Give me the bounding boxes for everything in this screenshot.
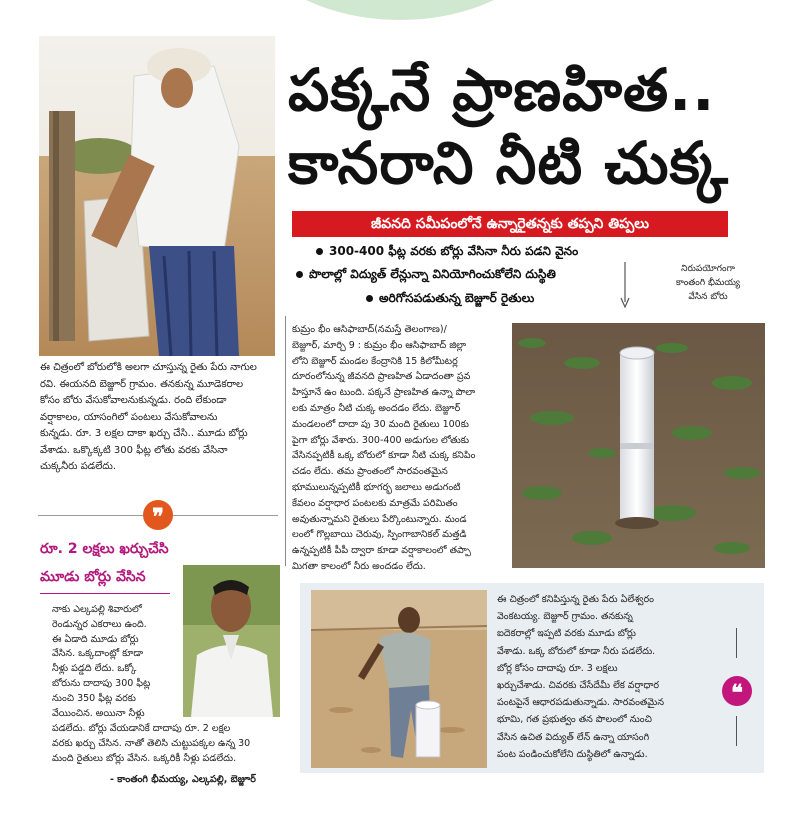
portrait-kanthangi-bheemaiah bbox=[183, 565, 280, 717]
down-arrow-icon bbox=[620, 262, 630, 308]
quote-mark-icon: ❞ bbox=[143, 500, 173, 530]
caption-farmer-1: ఈ చిత్రంలో బోరులోకి అలగా చూస్తున్న రైతు పేరు నాగుల రవి. ఈయనది బెజ్జూర్ గ్రామం. తనకున్న మూడెకరాల కోసం బోరు వేసుకోవాలనుకున్నడు. రంది లేకుండా వర్షాకాలం, యాసంగిలో పంటలు వేసుకోవాలను కున్నడు. రూ. 3 లక్షల దాకా ఖర్చు చేసి.. మూడు బోర్లు వేశాడు. ఒక్కొక్కటి 300 ఫీట్ల లోతు వరకు వేసినా చుక్కనీరు పడలేదు. bbox=[40, 362, 257, 472]
quote-body-top: నాకు ఎల్కపల్లి శివారులో రెండున్నర ఎకరాలు ఉంది. ఈ ఏడాది మూడు బోర్లు వేసిన. ఒక్కదాంట్లో కూడా నీళ్లు పడ్డది లేదు. ఒక్కో బోరును దాదాపు 300 ఫీట్ల నుంచి 350 ఫీట్ల వరకు వేయించిన. అయినా నీళ్లు bbox=[52, 604, 151, 719]
subtitle-bar: జీవనది సమీపంలోనే ఉన్నారైతన్నకు తప్పని తిప్పలు bbox=[292, 211, 728, 237]
bullet-point: పొలాల్లో విద్యుత్ లేన్లున్నా వినియోగించుకోలేని దుస్థితి bbox=[296, 267, 556, 284]
bullet-point: 300-400 ఫీట్ల వరకు బోర్లు వేసినా నీరు పడని వైనం bbox=[316, 244, 578, 261]
photo-farmer-venkataiah bbox=[311, 590, 487, 768]
quote-heading-line-2: మూడు బోర్లు వేసిన bbox=[40, 569, 146, 585]
photo-pointer-note: నిరుపయోగంగా కాంతంగి భీమయ్య వేసిన బోరు bbox=[676, 264, 740, 302]
badge-rule-bottom bbox=[736, 716, 737, 746]
quote-body-bottom: పడలేదు. బోర్లు వేయడానికే దాదాపు రూ. 2 లక్షల వరకు ఖర్చు చేసిన. నాతో తెలిసి చుట్టుపక్కల ఉన్న 30 మంది రైతులు బోర్లు వేసిన. ఒక్కరికీ నీళ్లు పడలేదు. bbox=[52, 723, 251, 764]
quote-attribution: - కాంతంగి భీమయ్య, ఎల్కపల్లి, బెజ్జూర్ bbox=[110, 774, 256, 785]
headline-line-2: కానరాని నీటి చుక్క bbox=[288, 128, 729, 197]
caption-farmer-2: ఈ చిత్రంలో కనిపిస్తున్న రైతు పేరు ఏలేశ్వరం వెంకటయ్య. బెజ్జూర్ గ్రామం. తనకున్న ఐదెకరాల్లో ఇప్పటి వరకు మూడు బోర్లు వేశాడు. ఒక్క బోరులో కూడా నీరు పడలేదు. బోర్ల కోసం దాదాపు రూ. 3 లక్షలు ఖర్చుచేశాడు. చివరకు చేసేదేమీ లేక వర్షాధార పంటపైనే ఆధారపడుతున్నాడు. సారవంతమైన భూమి, గత ప్రభుత్వం తన పొలంలో నుంచి వేసిన ఉచిత విద్యుత్ లేన్ ఉన్నా యాసంగి పంట పండించుకోలేని దుస్థితిలో ఉన్నాడు. bbox=[497, 594, 665, 760]
photo-unused-borewell-pipe bbox=[512, 323, 765, 568]
headline bbox=[288, 56, 788, 197]
quote-heading-underline bbox=[40, 593, 170, 594]
bullet-dot-icon bbox=[296, 271, 303, 278]
bullet-dot-icon bbox=[316, 248, 323, 255]
photo-farmer-at-borewell bbox=[39, 36, 275, 356]
column-divider bbox=[285, 316, 286, 566]
quote-mark-icon: ❝ bbox=[722, 676, 752, 706]
headline-line-1: పక్కనే ప్రాణహిత.. bbox=[288, 56, 716, 124]
quote-heading-line-1: రూ. 2 లక్షలు ఖర్చుచేసి bbox=[40, 541, 169, 557]
bullet-point: అరిగోసపడుతున్న బెజ్జూర్ రైతులు bbox=[366, 291, 534, 308]
bullet-dot-icon bbox=[366, 295, 373, 302]
top-decor-band bbox=[0, 0, 800, 26]
article-body: కుమ్రం భీం ఆసిఫాబాద్(నమస్తే తెలంగాణ)/ బెజ్జూర్, మార్చి 9 : కుమ్రం భీం ఆసిఫాబాద్ జిల్లా లోని బెజ్జూర్ మండల కేంద్రానికి 15 కిలోమీటర్ల దూరంలోనున్న జీవనది ప్రాణహిత ఏడాదంతా ప్రవ హిస్తూనే ఉం టుంది. పక్కనే ప్రాణహిత ఉన్నా పొలా లకు మాత్రం నీటి చుక్క అందడం లేదు. బెజ్జూర్ మండలంలో దాదా పు 30 మంది రైతులు 100కు పైగా బోర్లు వేశారు. 300-400 అడుగుల లోతుకు వేసినప్పటికీ ఒక్క బోరులో కూడా నీటి చుక్క కనిపిం చడం లేదు. తమ ప్రాంతంలో సారవంతమైన భూములున్నప్పటికీ భూగర్భ జలాలు అడుగంటి కేవలం వర్షాధార పంటలకు మాత్రమే పరిమితం అవుతున్నామని రైతులు పేర్కొంటున్నారు. మండ లంలో గొల్లబాయి చెరువు, స్పింగాబానికల్ మత్తడి ఉన్నప్పటికీ పీపీ ద్వారా కూడా వర్షాకాలంలో తప్పా మిగతా కాలంలో నీరు అందడం లేదు. bbox=[292, 324, 476, 572]
badge-rule-top bbox=[736, 628, 737, 658]
